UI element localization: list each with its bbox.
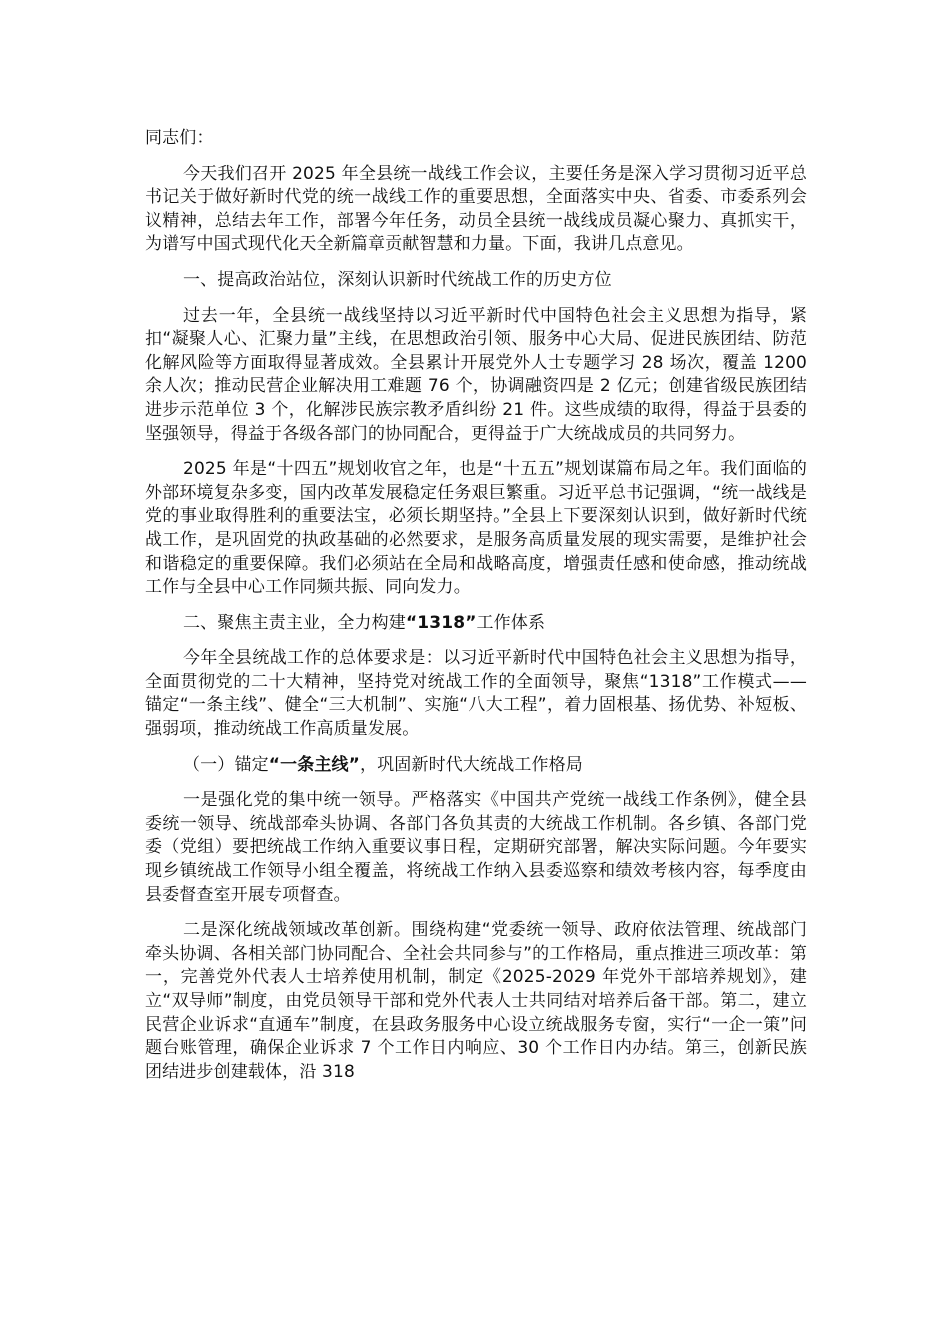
document-page xyxy=(145,115,807,1096)
body-paragraph-leadership: 一是强化党的集中统一领导。严格落实《中国共产党统一战线工作条例》，健全县委统一领导、统战部牵头协调、各部门各负其责的大统战工作机制。各乡镇、各部门党委（党组）要把统战工作纳入重要议事日程，定期研究部署，解决实际问题。今年要实现乡镇统战工作领导小组全覆盖，将统战工作纳入县委巡察和绩效考核内容，每季度由县委督查室开展专项督查。 xyxy=(145,790,807,905)
subsection-heading-1-prefix: （一）锚定 xyxy=(183,754,269,775)
body-paragraph-requirements: 今年全县统战工作的总体要求是：以习近平新时代中国特色社会主义思想为指导，全面贯彻党的二十大精神，坚持党对统战工作的全面领导，聚焦“1318”工作模式——锚定“一条主线”、健全“三大机制”、实施“八大工程”，着力固根基、扬优势、补短板、强弱项，推动统战工作高质量发展。 xyxy=(145,648,807,740)
body-paragraph-reform: 二是深化统战领域改革创新。围绕构建“党委统一领导、政府依法管理、统战部门牵头协调、各相关部门协同配合、全社会共同参与”的工作格局，重点推进三项改革：第一，完善党外代表人士培养使用机制，制定《2025-2029 年党外干部培养规划》，建立“双导师”制度，由党员领导干部和党外代表人士共同结对培养后备干部。第二，建立民营企业诉求“直通车”制度，在县政务服务中心设立统战服务专窗，实行“一企一策”问题台账管理，确保企业诉求 7 个工作日内响应、30 个工作日内办结。第三，创新民族团结进步创建载体，沿 318 xyxy=(145,920,807,1082)
subsection-heading-1-bold: “一条主线” xyxy=(268,754,360,775)
subsection-heading-1 xyxy=(145,754,807,778)
greeting: 同志们： xyxy=(145,128,214,148)
section-heading-2-prefix: 二、聚焦主责主业，全力构建 xyxy=(183,612,406,633)
intro-paragraph: 今天我们召开 2025 年全县统一战线工作会议，主要任务是深入学习贯彻习近平总书记关于做好新时代党的统一战线工作的重要思想，全面落实中央、省委、市委系列会议精神，总结去年工作，部署今年任务，动员全县统一战线成员凝心聚力、真抓实干，为谱写中国式现代化天全新篇章贡献智慧和力量。下面，我讲几点意见。 xyxy=(145,163,807,255)
section-heading-1: 一、提高政治站位，深刻认识新时代统战工作的历史方位 xyxy=(183,269,612,290)
section-heading-2-bold: “1318” xyxy=(405,612,477,633)
subsection-heading-1-suffix: ，巩固新时代大统战工作格局 xyxy=(360,754,583,775)
section-heading-2 xyxy=(145,612,807,636)
body-paragraph-achievements: 过去一年，全县统一战线坚持以习近平新时代中国特色社会主义思想为指导，紧扣“凝聚人心、汇聚力量”主线，在思想政治引领、服务中心大局、促进民族团结、防范化解风险等方面取得显著成效。全县累计开展党外人士专题学习 28 场次，覆盖 1200 余人次；推动民营企业解决用工难题 76 个，协调融资四是 2 亿元；创建省级民族团结进步示范单位 3 个，化解涉民族宗教矛盾纠纷 21 件。这些成绩的取得，得益于县委的坚强领导，得益于各级各部门的协同配合，更得益于广大统战成员的共同努力。 xyxy=(145,305,807,444)
body-paragraph-situation: 2025 年是“十四五”规划收官之年，也是“十五五”规划谋篇布局之年。我们面临的外部环境复杂多变，国内改革发展稳定任务艰巨繁重。习近平总书记强调，“统一战线是党的事业取得胜利的重要法宝，必须长期坚持。”全县上下要深刻认识到，做好新时代统战工作，是巩固党的执政基础的必然要求，是服务高质量发展的现实需要，是维护社会和谐稳定的重要保障。我们必须站在全局和战略高度，增强责任感和使命感，推动统战工作与全县中心工作同频共振、同向发力。 xyxy=(145,459,807,598)
section-heading-2-suffix: 工作体系 xyxy=(476,612,546,633)
